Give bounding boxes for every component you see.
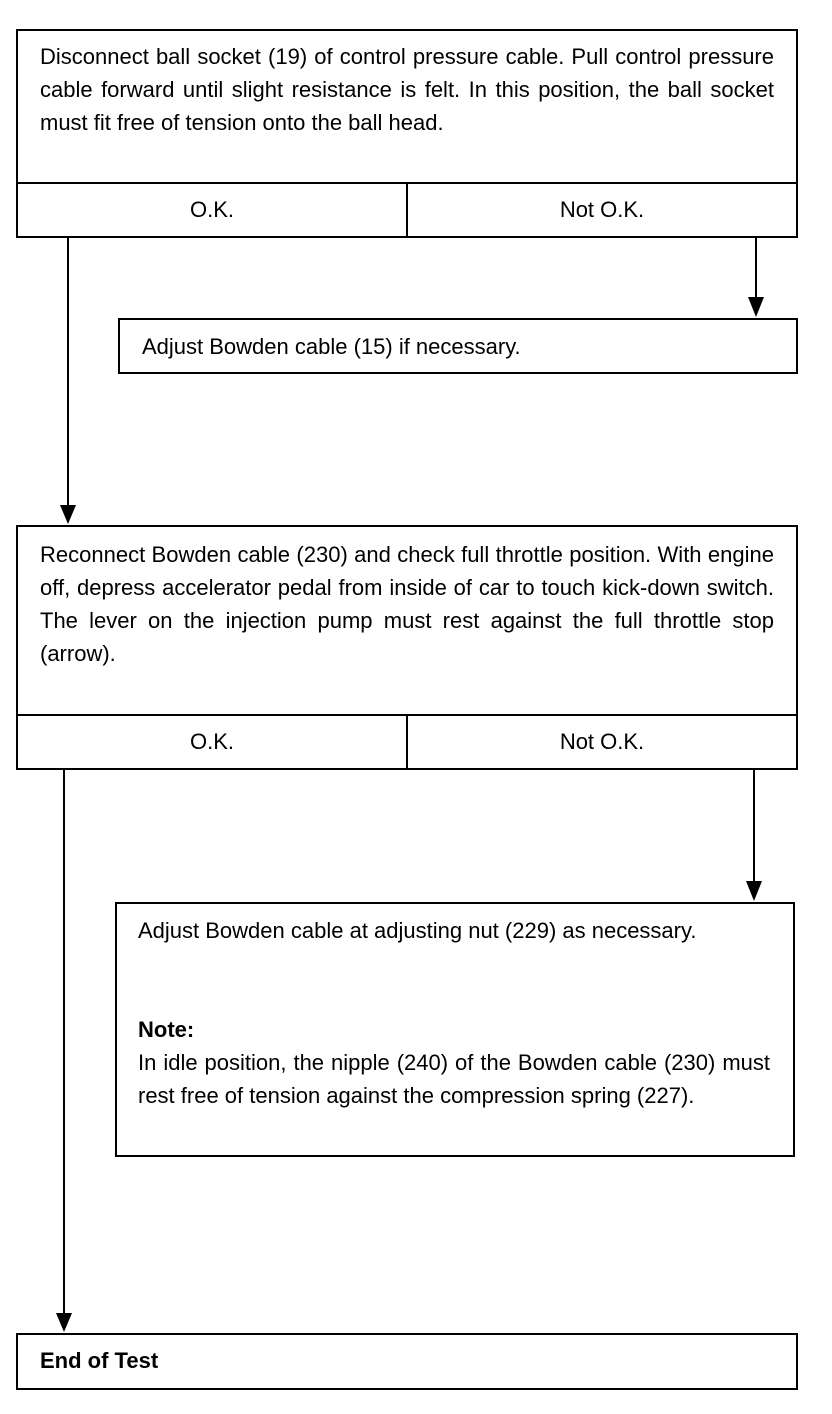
step2-not-ok-label: Not O.K. (406, 716, 796, 768)
action1-text: Adjust Bowden cable (15) if necessary. (142, 334, 521, 359)
end-label: End of Test (40, 1348, 159, 1373)
step1-not-ok-label: Not O.K. (406, 184, 796, 236)
action2-text: Adjust Bowden cable at adjusting nut (229) as necessary. (138, 918, 697, 943)
step2-text: Reconnect Bowden cable (230) and check full throttle position. With engine off, depress accelerator pedal from inside of car to touch kick-down switch. The lever on the injection pump must rest against the full throttle stop (arrow). (40, 542, 774, 666)
step1-text: Disconnect ball socket (19) of control pressure cable. Pull control pressure cable forward until slight resistance is felt. In this position, the ball socket must fit free of tension onto the ball head. (40, 44, 774, 135)
arrowhead-step1-not-ok (748, 297, 764, 317)
arrowhead-step1-ok (60, 505, 76, 524)
arrowhead-step2-not-ok (746, 881, 762, 901)
action2-note-text: In idle position, the nipple (240) of the Bowden cable (230) must rest free of tension against the compression spring (227). (138, 1050, 770, 1108)
step1-ok-label: O.K. (189, 197, 234, 222)
step2-ok-label: O.K. (189, 729, 234, 754)
arrowhead-step2-ok (56, 1313, 72, 1332)
action2-note-heading: Note: (138, 1017, 195, 1042)
